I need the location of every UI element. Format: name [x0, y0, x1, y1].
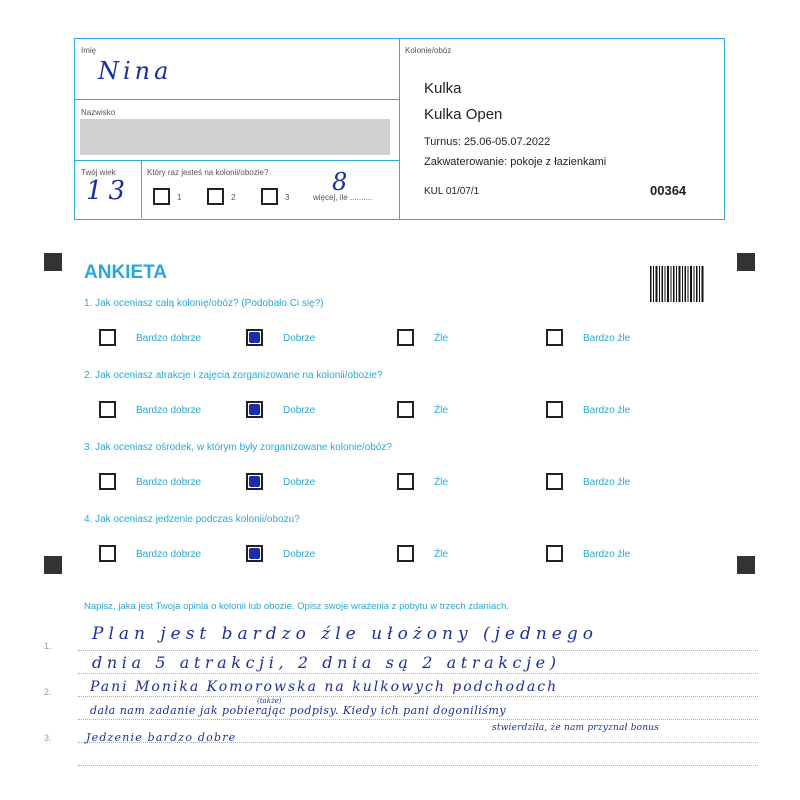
rating-checkbox[interactable]: [99, 473, 116, 490]
writing-line: [78, 650, 758, 651]
rating-checkbox[interactable]: [546, 545, 563, 562]
rating-option-label: Źle: [434, 405, 448, 416]
option-1-checkbox[interactable]: [153, 188, 170, 205]
rating-checkbox[interactable]: [246, 473, 263, 490]
rating-checkbox[interactable]: [397, 329, 414, 346]
redacted-surname: [80, 119, 390, 155]
writing-line: [78, 696, 758, 697]
rating-checkbox[interactable]: [99, 401, 116, 418]
wiecej-value[interactable]: 8: [332, 168, 348, 196]
handwriting-line: Jedzenie bardzo dobre: [86, 731, 237, 744]
barcode: [650, 266, 705, 302]
rating-checkbox[interactable]: [546, 473, 563, 490]
rating-checkbox[interactable]: [397, 401, 414, 418]
rating-checkbox[interactable]: [397, 473, 414, 490]
rating-option-label: Bardzo źle: [583, 477, 631, 488]
rating-checkbox[interactable]: [246, 401, 263, 418]
question-text: 1. Jak oceniasz całą kolonię/obóz? (Podobało Ci się?): [84, 298, 324, 309]
rating-option-label: Bardzo źle: [583, 333, 631, 344]
handwriting-line: Pani Monika Komorowska na kulkowych podchodach: [90, 679, 559, 695]
rating-option-label: Dobrze: [283, 477, 316, 488]
corner-marker: [44, 556, 62, 574]
rating-option-label: Źle: [434, 333, 448, 344]
rating-option-label: Dobrze: [283, 333, 316, 344]
question-text: 2. Jak oceniasz atrakcje i zajęcia zorganizowane na kolonii/obozie?: [84, 370, 383, 381]
corner-marker: [737, 253, 755, 271]
wiecej-dots: ..........: [350, 193, 373, 202]
rating-option-label: Bardzo dobrze: [136, 333, 202, 344]
ktory-raz-label: Który raz jesteś na kolonii/obozie?: [147, 168, 269, 177]
rating-option-label: Dobrze: [283, 549, 316, 560]
rating-option-label: Bardzo dobrze: [136, 477, 202, 488]
writing-line: [78, 765, 758, 766]
imie-value[interactable]: Nina: [98, 57, 173, 85]
handwriting-insert: stwierdziła, że nam przyznał bonus: [492, 723, 660, 733]
rating-checkbox[interactable]: [99, 545, 116, 562]
handwriting-line: dnia 5 atrakcji, 2 dnia są 2 atrakcje): [92, 653, 561, 672]
divider: [75, 160, 399, 161]
rating-checkbox[interactable]: [99, 329, 116, 346]
rating-option-label: Bardzo dobrze: [136, 549, 202, 560]
divider: [141, 161, 142, 218]
option-2-label: 2: [231, 193, 236, 202]
rating-checkbox[interactable]: [246, 329, 263, 346]
turnus: Turnus: 25.06-05.07.2022: [424, 136, 551, 148]
divider: [75, 99, 399, 100]
nazwisko-label: Nazwisko: [81, 108, 116, 117]
writing-line: [78, 673, 758, 674]
line-number-3: 3.: [44, 733, 52, 743]
question-text: 4. Jak oceniasz jedzenie podczas kolonii/obozu?: [84, 514, 300, 525]
wiecej-label: więcej, ile: [313, 193, 348, 202]
option-2-checkbox[interactable]: [207, 188, 224, 205]
corner-marker: [44, 253, 62, 271]
opinion-prompt: Napisz, jaka jest Twoja opinia o kolonii lub obozie. Opisz swoje wrażenia z pobytu w trzech zdaniach.: [84, 601, 509, 612]
rating-checkbox[interactable]: [546, 401, 563, 418]
rating-checkbox[interactable]: [546, 329, 563, 346]
wiek-value[interactable]: 13: [86, 176, 132, 206]
handwriting-insert: (także): [257, 697, 282, 705]
imie-label: Imię: [81, 46, 97, 55]
form-number: 00364: [650, 183, 687, 198]
rating-option-label: Bardzo źle: [583, 405, 631, 416]
rating-checkbox[interactable]: [246, 545, 263, 562]
line-number-2: 2.: [44, 687, 52, 697]
camp-variant: Kulka Open: [424, 106, 503, 123]
rating-checkbox[interactable]: [397, 545, 414, 562]
corner-marker: [737, 556, 755, 574]
camp-name: Kulka: [424, 80, 462, 97]
option-1-label: 1: [177, 193, 182, 202]
rating-option-label: Bardzo dobrze: [136, 405, 202, 416]
handwriting-line: dała nam zadanie jak pobierając podpisy. Kiedy ich pani dogoniliśmy: [90, 704, 507, 717]
survey-title: ANKIETA: [84, 262, 168, 283]
rating-option-label: Dobrze: [283, 405, 316, 416]
rating-option-label: Bardzo źle: [583, 549, 631, 560]
wiek-label: Twój wiek: [81, 168, 116, 177]
handwriting-line: Plan jest bardzo źle ułożony (jednego: [92, 624, 598, 644]
option-3-label: 3: [285, 193, 290, 202]
rating-option-label: Źle: [434, 549, 448, 560]
zakwaterowanie: Zakwaterowanie: pokoje z łazienkami: [424, 156, 607, 168]
question-text: 3. Jak oceniasz ośrodek, w którym były zorganizowane kolonie/obóz?: [84, 442, 392, 453]
option-3-checkbox[interactable]: [261, 188, 278, 205]
rating-option-label: Źle: [434, 477, 448, 488]
kolonie-label: Kolonie/obóz: [405, 46, 452, 55]
camp-code: KUL 01/07/1: [424, 186, 480, 197]
line-number-1: 1.: [44, 641, 52, 651]
writing-line: [78, 719, 758, 720]
